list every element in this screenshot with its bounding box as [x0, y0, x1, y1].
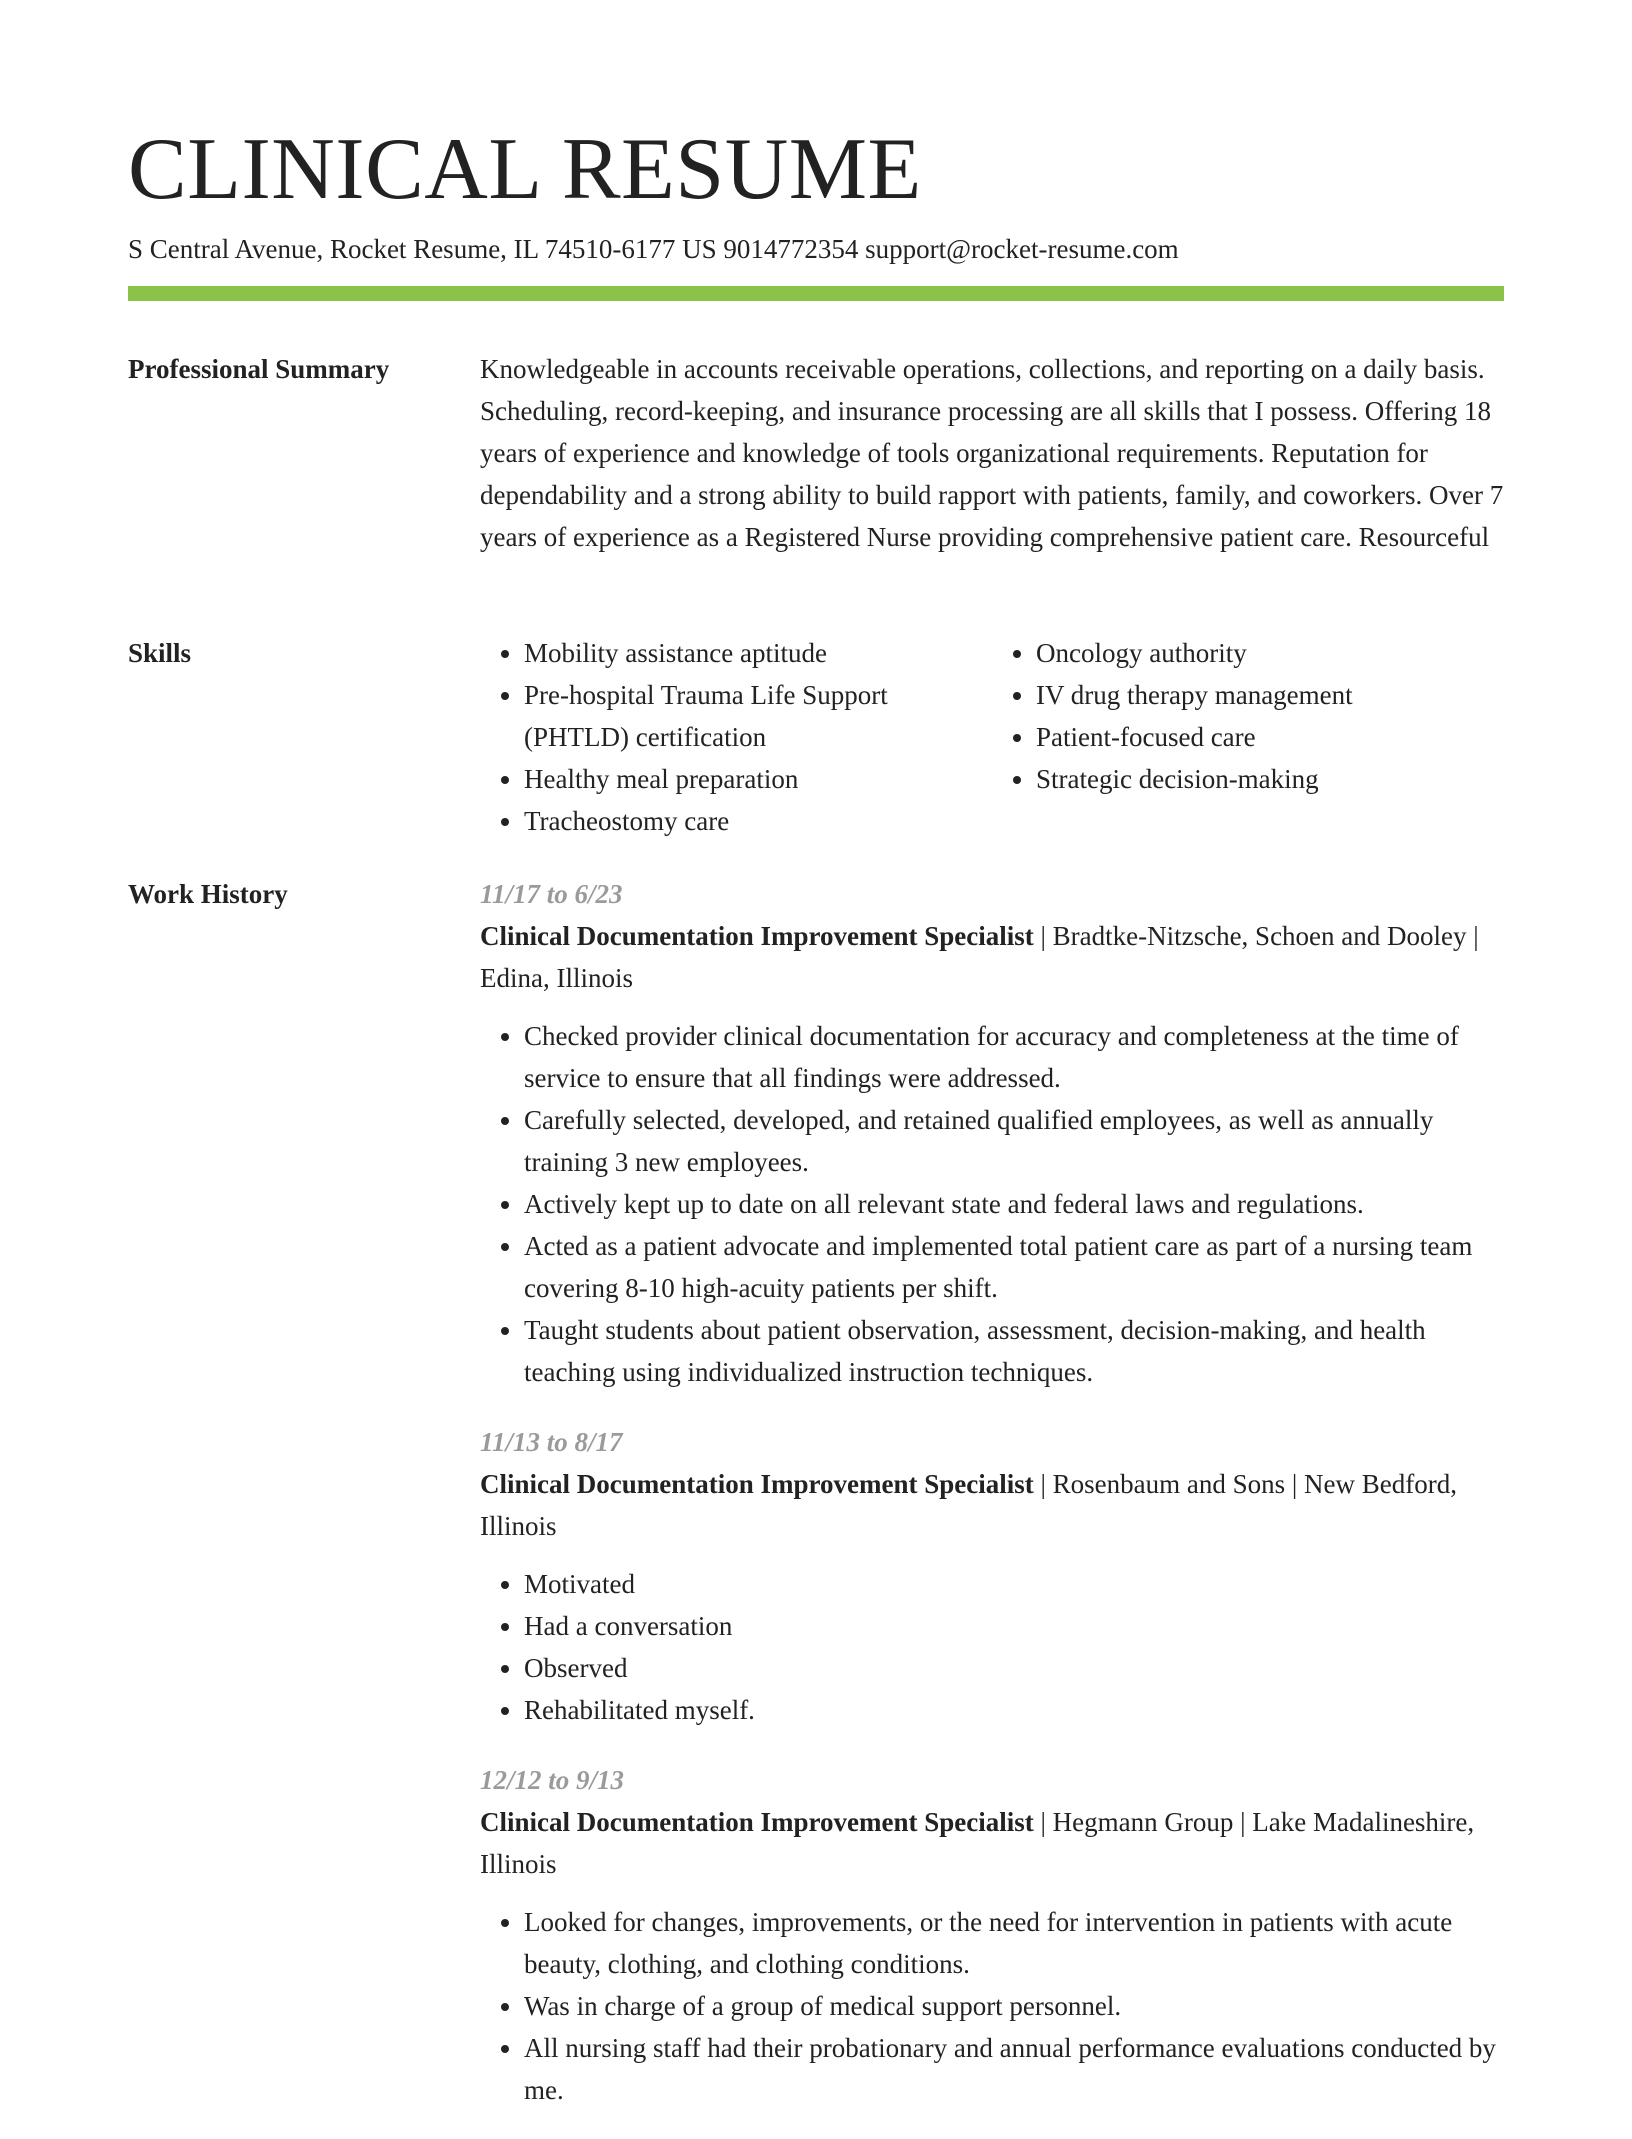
- job-entry: [480, 1759, 1504, 2111]
- duty-item: • All nursing staff had their probationary and annual performance evaluations conducted by me.: [524, 2027, 1504, 2111]
- duty-item: • Motivated: [524, 1563, 1504, 1605]
- summary-text: Knowledgeable in accounts receivable operations, collections, and reporting on a daily basis. Scheduling, record-keeping, and insurance processing are all skills that I possess. Offering 18 years of experience and knowledge of tools organizational requirements. Reputation for dependability and a strong ability to build rapport with patients, family, and coworkers. Over 7 years of experience as a Registered Nurse providing comprehensive patient care. Resourceful: [480, 354, 1504, 552]
- job-dates: 11/13 to 8/17: [480, 1427, 623, 1457]
- skill-item: • Patient-focused care: [1036, 716, 1504, 758]
- skill-item: • IV drug therapy management: [1036, 674, 1504, 716]
- job-heading: [480, 1463, 1504, 1547]
- duty-item: • Carefully selected, developed, and retained qualified employees, as well as annually training 3 new employees.: [524, 1099, 1504, 1183]
- job-duties: [480, 1901, 1504, 2111]
- job-title: Clinical Documentation Improvement Specialist: [480, 1469, 1034, 1499]
- skills-list-right: [992, 632, 1504, 842]
- contact-line: S Central Avenue, Rocket Resume, IL 74510-6177 US 9014772354 support@rocket-resume.com: [128, 234, 1179, 264]
- job-employer-location: | Bradtke-Nitzsche, Schoen and Dooley | Edina, Illinois: [480, 921, 1479, 993]
- summary-body: [480, 348, 1504, 558]
- skill-item: • Healthy meal preparation: [524, 758, 992, 800]
- duty-item: • Rehabilitated myself.: [524, 1689, 1504, 1731]
- duty-item: • Acted as a patient advocate and implemented total patient care as part of a nursing team covering 8-10 high-acuity patients per shift.: [524, 1225, 1504, 1309]
- duty-item: • Actively kept up to date on all relevant state and federal laws and regulations.: [524, 1183, 1504, 1225]
- job-duties: [480, 1563, 1504, 1731]
- duty-item: • Had a conversation: [524, 1605, 1504, 1647]
- skill-item: • Oncology authority: [1036, 632, 1504, 674]
- skill-item: • Mobility assistance aptitude: [524, 632, 992, 674]
- job-heading: [480, 1801, 1504, 1885]
- accent-divider: [128, 286, 1504, 301]
- skill-item: • Tracheostomy care: [524, 800, 992, 842]
- work-history-body: [480, 873, 1504, 2139]
- skills-body: [480, 632, 1504, 842]
- job-dates: 11/17 to 6/23: [480, 879, 623, 909]
- duty-item: • Was in charge of a group of medical support personnel.: [524, 1985, 1504, 2027]
- work-history-label: Work History: [128, 879, 288, 909]
- duty-item: • Checked provider clinical documentation for accuracy and completeness at the time of service to ensure that all findings were addressed.: [524, 1015, 1504, 1099]
- skill-item: • Pre-hospital Trauma Life Support (PHTLD) certification: [524, 674, 992, 758]
- skills-label: Skills: [128, 638, 192, 668]
- job-title: Clinical Documentation Improvement Specialist: [480, 1807, 1034, 1837]
- duty-item: • Taught students about patient observation, assessment, decision-making, and health teaching using individualized instruction techniques.: [524, 1309, 1504, 1393]
- job-entry: [480, 873, 1504, 1393]
- job-title: Clinical Documentation Improvement Specialist: [480, 921, 1034, 951]
- job-employer-location: | Rosenbaum and Sons | New Bedford, Illinois: [480, 1469, 1457, 1541]
- job-duties: [480, 1015, 1504, 1393]
- skills-list-left: [480, 632, 992, 842]
- summary-section: [128, 348, 1504, 608]
- job-entry: [480, 1421, 1504, 1731]
- duty-item: • Observed: [524, 1647, 1504, 1689]
- duty-item: • Looked for changes, improvements, or the need for intervention in patients with acute beauty, clothing, and clothing conditions.: [524, 1901, 1504, 1985]
- skill-item: • Strategic decision-making: [1036, 758, 1504, 800]
- job-heading: [480, 915, 1504, 999]
- summary-label: Professional Summary: [128, 354, 390, 384]
- job-dates: 12/12 to 9/13: [480, 1765, 625, 1795]
- work-history-section: [128, 873, 1504, 2112]
- resume-title: CLINICAL RESUME: [128, 121, 922, 218]
- job-employer-location: | Hegmann Group | Lake Madalineshire, Illinois: [480, 1807, 1475, 1879]
- skills-section: [128, 632, 1504, 852]
